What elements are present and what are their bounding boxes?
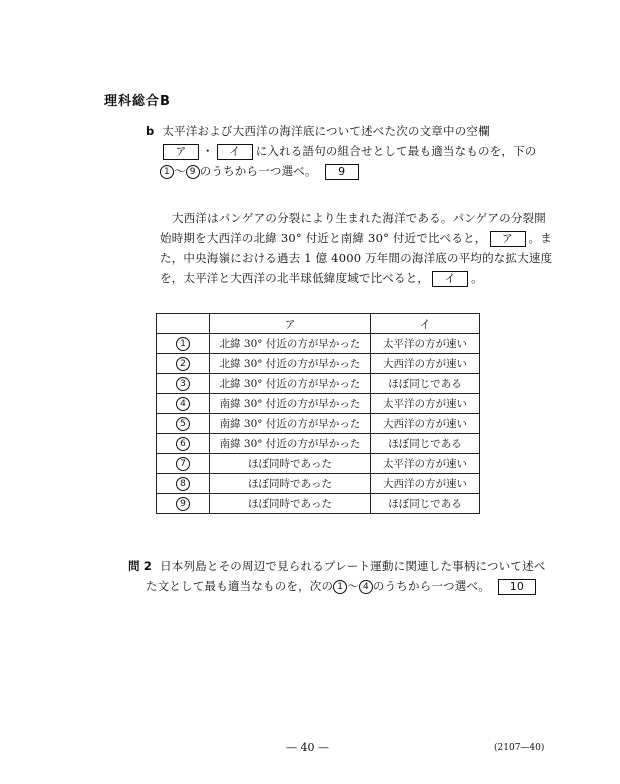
- table-row: [157, 374, 480, 394]
- table-row: [157, 454, 480, 474]
- header-a: ア: [210, 314, 371, 334]
- option-number: 8: [176, 477, 190, 491]
- question-2-line-2: [146, 578, 539, 595]
- option-i-cell: 大西洋の方が速い: [371, 354, 480, 374]
- table-row: [157, 334, 480, 354]
- question-b-label: b: [146, 124, 155, 138]
- header-blank: [157, 314, 210, 334]
- passage-blank-i: イ: [432, 271, 468, 287]
- option-number: 4: [176, 397, 190, 411]
- blank-a-box: ア: [163, 144, 199, 160]
- range-separator: 〜: [174, 164, 186, 178]
- option-a-cell: 南緯 30° 付近の方が早かった: [210, 394, 371, 414]
- table-row: [157, 494, 480, 514]
- question-b-line-3: [160, 163, 362, 180]
- question-2-label: 問 2: [128, 559, 153, 573]
- option-a-cell: ほぼ同時であった: [210, 454, 371, 474]
- option-i-cell: ほぼ同じである: [371, 494, 480, 514]
- option-a-cell: 北緯 30° 付近の方が早かった: [210, 374, 371, 394]
- option-a-cell: ほぼ同時であった: [210, 474, 371, 494]
- options-table: [156, 313, 480, 514]
- option-number-cell: [157, 414, 210, 434]
- blank-separator: ・: [202, 144, 214, 158]
- option-a-cell: 北緯 30° 付近の方が早かった: [210, 354, 371, 374]
- passage-text-2-end: 。ま: [528, 231, 552, 245]
- option-number-cell: [157, 394, 210, 414]
- table-row: [157, 394, 480, 414]
- question-2-text-3: のうちから一つ選べ。: [372, 579, 490, 593]
- blank-i-box: イ: [217, 144, 253, 160]
- option-number: 2: [176, 357, 190, 371]
- question-b-text-2: に入れる語句の組合せとして最も適当なものを，下の: [255, 144, 537, 158]
- option-i-cell: ほぼ同じである: [371, 374, 480, 394]
- answer-box-9: 9: [325, 164, 359, 180]
- option-a-cell: 北緯 30° 付近の方が早かった: [210, 334, 371, 354]
- passage-text-4-end: 。: [471, 271, 483, 285]
- option-number-cell: [157, 494, 210, 514]
- question-b-line-1: [146, 123, 490, 139]
- header-i: イ: [371, 314, 480, 334]
- option-i-cell: 太平洋の方が速い: [371, 334, 480, 354]
- option-a-cell: ほぼ同時であった: [210, 494, 371, 514]
- option-number: 9: [176, 497, 190, 511]
- passage-line-3: た，中央海嶺における過去 1 億 4000 万年間の海洋底の平均的な拡大速度: [160, 251, 553, 265]
- option-number: 6: [176, 437, 190, 451]
- q2-choice-circle-first: 1: [333, 580, 347, 594]
- question-2-line-1: [128, 558, 546, 574]
- passage-blank-a: ア: [490, 231, 526, 247]
- question-b-text-3: のうちから一つ選べ。: [199, 164, 317, 178]
- passage-line-2: [160, 230, 552, 247]
- table-row: [157, 434, 480, 454]
- option-number: 7: [176, 457, 190, 471]
- passage-line-4: [160, 270, 483, 287]
- option-i-cell: 太平洋の方が速い: [371, 394, 480, 414]
- question-2-text-2: た文として最も適当なものを，次の: [146, 579, 334, 593]
- q2-choice-circle-last: 4: [359, 580, 373, 594]
- option-number-cell: [157, 334, 210, 354]
- page-number: — 40 —: [286, 741, 329, 754]
- table-row: [157, 354, 480, 374]
- question-2-text-1: 日本列島とその周辺で見られるプレート運動に関連した事柄について述べ: [160, 559, 546, 573]
- page-code: (2107—40): [494, 743, 545, 753]
- table-header-row: [157, 314, 480, 334]
- section-title: 理科総合B: [104, 94, 171, 109]
- option-a-cell: 南緯 30° 付近の方が早かった: [210, 414, 371, 434]
- option-number: 1: [176, 337, 190, 351]
- option-i-cell: 太平洋の方が速い: [371, 454, 480, 474]
- table-row: [157, 414, 480, 434]
- passage-text-2: 始時期を大西洋の北緯 30° 付近と南緯 30° 付近で比べると，: [160, 231, 487, 245]
- passage-text-4: を，太平洋と大西洋の北半球低緯度域で比べると，: [160, 271, 430, 285]
- question-b-line-2: [160, 143, 537, 160]
- option-number-cell: [157, 374, 210, 394]
- option-i-cell: 大西洋の方が速い: [371, 474, 480, 494]
- option-number: 3: [176, 377, 190, 391]
- answer-box-10: 10: [498, 579, 536, 595]
- option-number: 5: [176, 417, 190, 431]
- option-i-cell: 大西洋の方が速い: [371, 414, 480, 434]
- question-b-text-1: 太平洋および大西洋の海洋底について述べた次の文章中の空欄: [162, 124, 490, 138]
- q2-range-separator: 〜: [347, 579, 359, 593]
- option-number-cell: [157, 474, 210, 494]
- option-a-cell: 南緯 30° 付近の方が早かった: [210, 434, 371, 454]
- option-number-cell: [157, 434, 210, 454]
- option-number-cell: [157, 354, 210, 374]
- choice-circle-first: 1: [160, 165, 174, 179]
- table-row: [157, 474, 480, 494]
- passage-line-1: 大西洋はパンゲアの分裂により生まれた海洋である。パンゲアの分裂開: [172, 211, 546, 225]
- option-i-cell: ほぼ同じである: [371, 434, 480, 454]
- option-number-cell: [157, 454, 210, 474]
- choice-circle-last: 9: [186, 165, 200, 179]
